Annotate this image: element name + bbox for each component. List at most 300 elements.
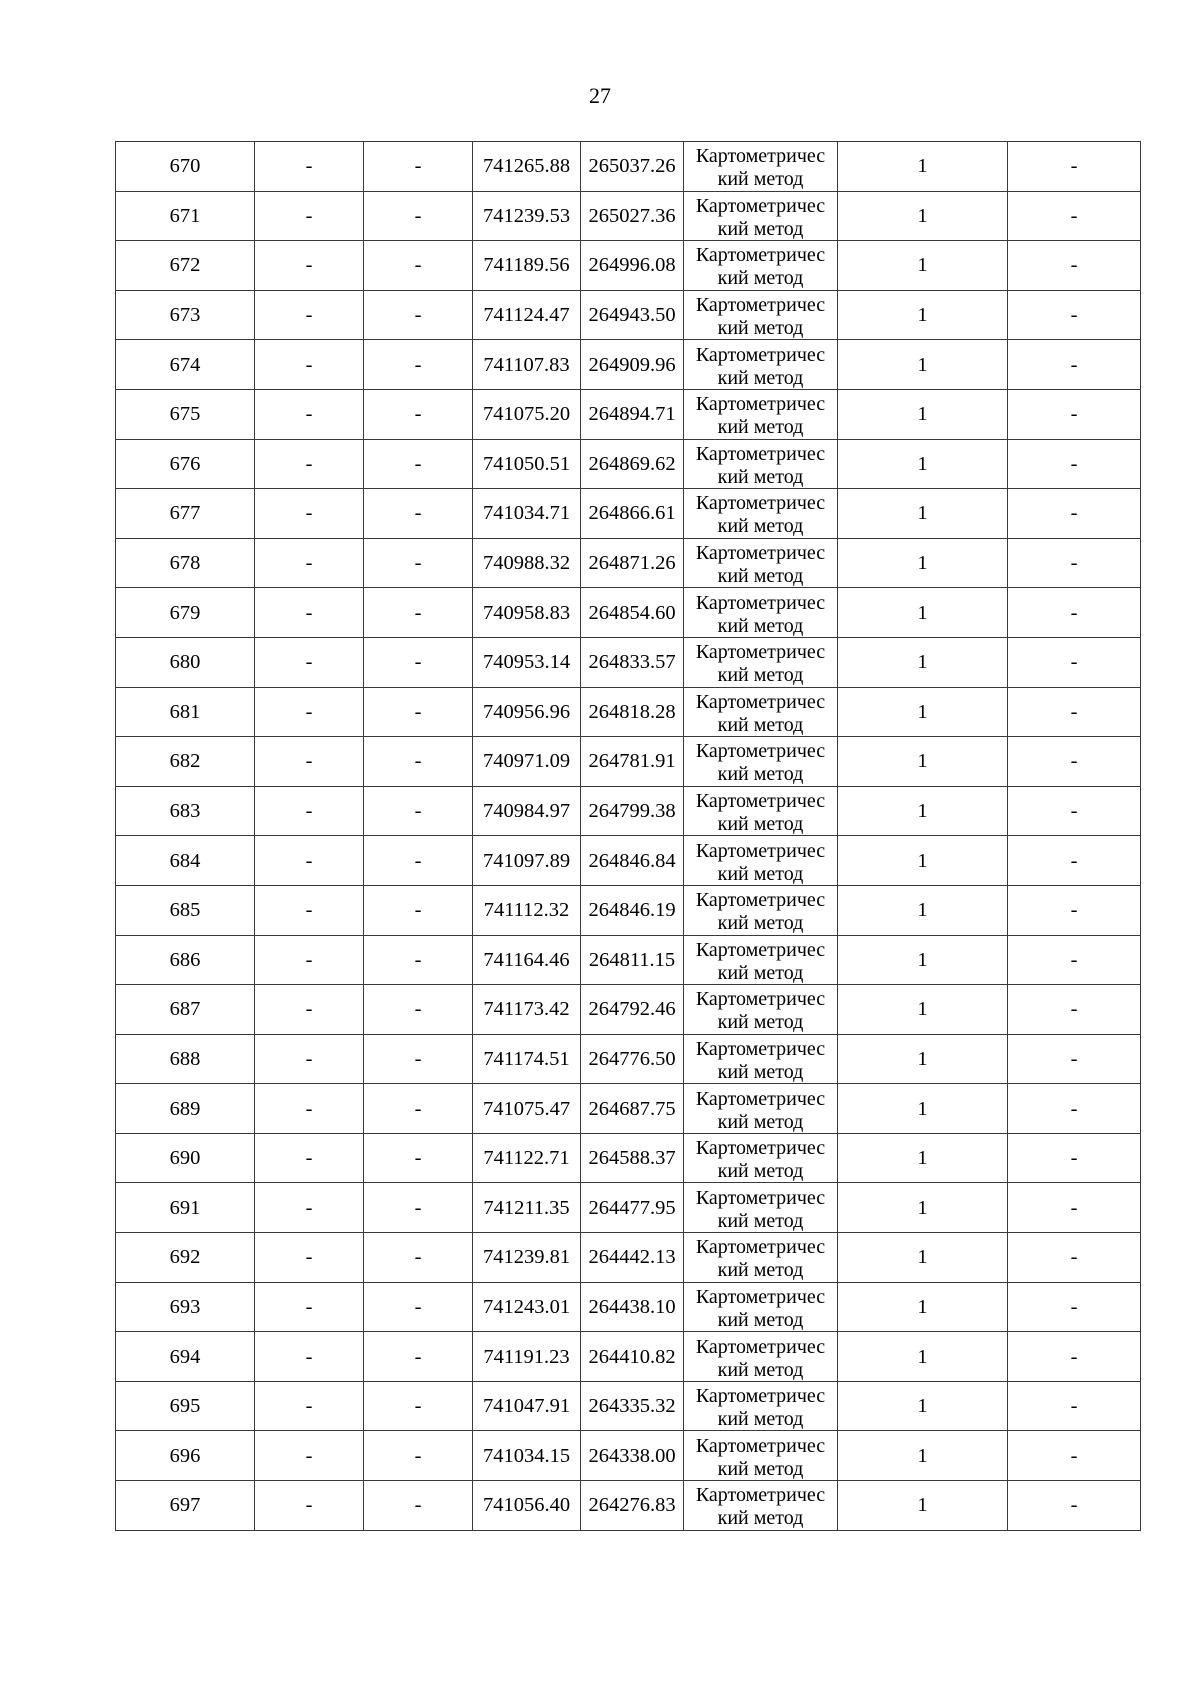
table-row bbox=[116, 1133, 1141, 1183]
method-text-line2: кий метод bbox=[717, 465, 804, 488]
point-number-cell: 689 bbox=[116, 1084, 255, 1134]
dash-cell-col3: - bbox=[364, 1233, 473, 1283]
table-row bbox=[116, 637, 1141, 687]
accuracy-cell: 1 bbox=[838, 836, 1008, 886]
dash-cell-col2: - bbox=[255, 637, 364, 687]
accuracy-cell: 1 bbox=[838, 538, 1008, 588]
method-text-line2: кий метод bbox=[717, 1160, 804, 1183]
table-row bbox=[116, 389, 1141, 439]
dash-cell-col8: - bbox=[1008, 985, 1141, 1035]
dash-cell-col3: - bbox=[364, 340, 473, 390]
dash-cell-col2: - bbox=[255, 588, 364, 638]
accuracy-cell: 1 bbox=[838, 489, 1008, 539]
dash-cell-col3: - bbox=[364, 836, 473, 886]
point-number-cell: 691 bbox=[116, 1183, 255, 1233]
method-cell bbox=[684, 1332, 838, 1382]
table-row bbox=[116, 786, 1141, 836]
dash-cell-col3: - bbox=[364, 1282, 473, 1332]
method-cell bbox=[684, 142, 838, 192]
dash-cell-col8: - bbox=[1008, 439, 1141, 489]
table-row bbox=[116, 489, 1141, 539]
accuracy-cell: 1 bbox=[838, 687, 1008, 737]
method-text-line1: Картометричес bbox=[695, 790, 826, 813]
x-coordinate-cell: 741034.71 bbox=[473, 489, 581, 539]
dash-cell-col2: - bbox=[255, 290, 364, 340]
table-row bbox=[116, 1282, 1141, 1332]
method-cell bbox=[684, 1431, 838, 1481]
y-coordinate-cell: 264833.57 bbox=[581, 637, 684, 687]
method-text-line2: кий метод bbox=[717, 1457, 804, 1480]
accuracy-cell: 1 bbox=[838, 588, 1008, 638]
accuracy-cell: 1 bbox=[838, 241, 1008, 291]
method-text-line2: кий метод bbox=[717, 416, 804, 439]
table-row bbox=[116, 1431, 1141, 1481]
method-text-line2: кий метод bbox=[717, 1209, 804, 1232]
method-text-line2: кий метод bbox=[717, 664, 804, 687]
dash-cell-col8: - bbox=[1008, 737, 1141, 787]
method-text-line2: кий метод bbox=[717, 267, 804, 290]
dash-cell-col2: - bbox=[255, 1233, 364, 1283]
method-text-line1: Картометричес bbox=[695, 740, 826, 763]
dash-cell-col8: - bbox=[1008, 340, 1141, 390]
table-row bbox=[116, 241, 1141, 291]
dash-cell-col8: - bbox=[1008, 588, 1141, 638]
table-row bbox=[116, 1481, 1141, 1531]
dash-cell-col2: - bbox=[255, 1381, 364, 1431]
table-row bbox=[116, 439, 1141, 489]
x-coordinate-cell: 741047.91 bbox=[473, 1381, 581, 1431]
method-cell bbox=[684, 985, 838, 1035]
accuracy-cell: 1 bbox=[838, 439, 1008, 489]
dash-cell-col2: - bbox=[255, 439, 364, 489]
dash-cell-col3: - bbox=[364, 687, 473, 737]
y-coordinate-cell: 264338.00 bbox=[581, 1431, 684, 1481]
dash-cell-col8: - bbox=[1008, 935, 1141, 985]
method-cell bbox=[684, 687, 838, 737]
dash-cell-col2: - bbox=[255, 1133, 364, 1183]
method-text-line1: Картометричес bbox=[695, 1385, 826, 1408]
table-row bbox=[116, 142, 1141, 192]
y-coordinate-cell: 264781.91 bbox=[581, 737, 684, 787]
dash-cell-col8: - bbox=[1008, 290, 1141, 340]
method-text-line1: Картометричес bbox=[695, 1236, 826, 1259]
dash-cell-col3: - bbox=[364, 1431, 473, 1481]
accuracy-cell: 1 bbox=[838, 191, 1008, 241]
point-number-cell: 671 bbox=[116, 191, 255, 241]
table-row bbox=[116, 588, 1141, 638]
dash-cell-col3: - bbox=[364, 1381, 473, 1431]
method-text-line1: Картометричес bbox=[695, 1087, 826, 1110]
point-number-cell: 676 bbox=[116, 439, 255, 489]
table-row bbox=[116, 1233, 1141, 1283]
point-number-cell: 672 bbox=[116, 241, 255, 291]
y-coordinate-cell: 264687.75 bbox=[581, 1084, 684, 1134]
method-text-line2: кий метод bbox=[717, 912, 804, 935]
method-text-line2: кий метод bbox=[717, 1011, 804, 1034]
y-coordinate-cell: 264776.50 bbox=[581, 1034, 684, 1084]
method-cell bbox=[684, 786, 838, 836]
method-text-line2: кий метод bbox=[717, 1408, 804, 1431]
dash-cell-col3: - bbox=[364, 985, 473, 1035]
point-number-cell: 678 bbox=[116, 538, 255, 588]
table-body bbox=[116, 142, 1141, 1531]
x-coordinate-cell: 740984.97 bbox=[473, 786, 581, 836]
dash-cell-col8: - bbox=[1008, 142, 1141, 192]
accuracy-cell: 1 bbox=[838, 290, 1008, 340]
dash-cell-col8: - bbox=[1008, 191, 1141, 241]
x-coordinate-cell: 740956.96 bbox=[473, 687, 581, 737]
accuracy-cell: 1 bbox=[838, 885, 1008, 935]
method-text-line2: кий метод bbox=[717, 317, 804, 340]
method-text-line2: кий метод bbox=[717, 1358, 804, 1381]
dash-cell-col8: - bbox=[1008, 836, 1141, 886]
accuracy-cell: 1 bbox=[838, 737, 1008, 787]
method-text-line1: Картометричес bbox=[695, 591, 826, 614]
x-coordinate-cell: 741112.32 bbox=[473, 885, 581, 935]
method-cell bbox=[684, 1183, 838, 1233]
point-number-cell: 675 bbox=[116, 389, 255, 439]
x-coordinate-cell: 740958.83 bbox=[473, 588, 581, 638]
point-number-cell: 686 bbox=[116, 935, 255, 985]
dash-cell-col8: - bbox=[1008, 637, 1141, 687]
method-text-line1: Картометричес bbox=[695, 343, 826, 366]
method-cell bbox=[684, 538, 838, 588]
point-number-cell: 681 bbox=[116, 687, 255, 737]
dash-cell-col2: - bbox=[255, 1183, 364, 1233]
page-number: 27 bbox=[589, 83, 611, 108]
dash-cell-col8: - bbox=[1008, 1133, 1141, 1183]
point-number-cell: 682 bbox=[116, 737, 255, 787]
method-text-line1: Картометричес bbox=[695, 244, 826, 267]
method-cell bbox=[684, 836, 838, 886]
method-cell bbox=[684, 1233, 838, 1283]
accuracy-cell: 1 bbox=[838, 1332, 1008, 1382]
dash-cell-col3: - bbox=[364, 1332, 473, 1382]
accuracy-cell: 1 bbox=[838, 1233, 1008, 1283]
point-number-cell: 677 bbox=[116, 489, 255, 539]
x-coordinate-cell: 741075.47 bbox=[473, 1084, 581, 1134]
method-text-line2: кий метод bbox=[717, 1308, 804, 1331]
dash-cell-col8: - bbox=[1008, 538, 1141, 588]
dash-cell-col2: - bbox=[255, 1282, 364, 1332]
point-number-cell: 697 bbox=[116, 1481, 255, 1531]
dash-cell-col8: - bbox=[1008, 885, 1141, 935]
point-number-cell: 679 bbox=[116, 588, 255, 638]
dash-cell-col2: - bbox=[255, 191, 364, 241]
x-coordinate-cell: 741122.71 bbox=[473, 1133, 581, 1183]
point-number-cell: 696 bbox=[116, 1431, 255, 1481]
y-coordinate-cell: 264276.83 bbox=[581, 1481, 684, 1531]
method-text-line2: кий метод bbox=[717, 813, 804, 836]
table-row bbox=[116, 935, 1141, 985]
method-text-line2: кий метод bbox=[717, 366, 804, 389]
method-cell bbox=[684, 191, 838, 241]
dash-cell-col3: - bbox=[364, 1183, 473, 1233]
method-cell bbox=[684, 1034, 838, 1084]
method-text-line2: кий метод bbox=[717, 168, 804, 191]
dash-cell-col8: - bbox=[1008, 1282, 1141, 1332]
dash-cell-col8: - bbox=[1008, 1084, 1141, 1134]
y-coordinate-cell: 264943.50 bbox=[581, 290, 684, 340]
point-number-cell: 683 bbox=[116, 786, 255, 836]
x-coordinate-cell: 741164.46 bbox=[473, 935, 581, 985]
table-row bbox=[116, 737, 1141, 787]
dash-cell-col2: - bbox=[255, 687, 364, 737]
y-coordinate-cell: 264866.61 bbox=[581, 489, 684, 539]
method-cell bbox=[684, 241, 838, 291]
x-coordinate-cell: 741050.51 bbox=[473, 439, 581, 489]
x-coordinate-cell: 741211.35 bbox=[473, 1183, 581, 1233]
method-text-line2: кий метод bbox=[717, 217, 804, 240]
point-number-cell: 684 bbox=[116, 836, 255, 886]
x-coordinate-cell: 741075.20 bbox=[473, 389, 581, 439]
x-coordinate-cell: 741056.40 bbox=[473, 1481, 581, 1531]
table-row bbox=[116, 836, 1141, 886]
method-text-line1: Картометричес bbox=[695, 839, 826, 862]
dash-cell-col2: - bbox=[255, 1431, 364, 1481]
accuracy-cell: 1 bbox=[838, 142, 1008, 192]
method-text-line2: кий метод bbox=[717, 515, 804, 538]
x-coordinate-cell: 741034.15 bbox=[473, 1431, 581, 1481]
accuracy-cell: 1 bbox=[838, 935, 1008, 985]
method-text-line1: Картометричес bbox=[695, 542, 826, 565]
method-text-line1: Картометричес bbox=[695, 492, 826, 515]
x-coordinate-cell: 741239.53 bbox=[473, 191, 581, 241]
x-coordinate-cell: 741097.89 bbox=[473, 836, 581, 886]
dash-cell-col2: - bbox=[255, 489, 364, 539]
y-coordinate-cell: 264442.13 bbox=[581, 1233, 684, 1283]
x-coordinate-cell: 740971.09 bbox=[473, 737, 581, 787]
table-row bbox=[116, 1183, 1141, 1233]
y-coordinate-cell: 264909.96 bbox=[581, 340, 684, 390]
table-row bbox=[116, 340, 1141, 390]
accuracy-cell: 1 bbox=[838, 1183, 1008, 1233]
method-cell bbox=[684, 340, 838, 390]
dash-cell-col8: - bbox=[1008, 687, 1141, 737]
y-coordinate-cell: 264477.95 bbox=[581, 1183, 684, 1233]
point-number-cell: 670 bbox=[116, 142, 255, 192]
method-text-line2: кий метод bbox=[717, 1060, 804, 1083]
method-text-line2: кий метод bbox=[717, 763, 804, 786]
x-coordinate-cell: 740988.32 bbox=[473, 538, 581, 588]
point-number-cell: 687 bbox=[116, 985, 255, 1035]
method-cell bbox=[684, 1282, 838, 1332]
point-number-cell: 690 bbox=[116, 1133, 255, 1183]
method-cell bbox=[684, 1133, 838, 1183]
y-coordinate-cell: 264811.15 bbox=[581, 935, 684, 985]
method-text-line2: кий метод bbox=[717, 862, 804, 885]
x-coordinate-cell: 741191.23 bbox=[473, 1332, 581, 1382]
dash-cell-col3: - bbox=[364, 489, 473, 539]
point-number-cell: 693 bbox=[116, 1282, 255, 1332]
dash-cell-col2: - bbox=[255, 142, 364, 192]
method-text-line1: Картометричес bbox=[695, 641, 826, 664]
y-coordinate-cell: 264335.32 bbox=[581, 1381, 684, 1431]
accuracy-cell: 1 bbox=[838, 1034, 1008, 1084]
dash-cell-col3: - bbox=[364, 439, 473, 489]
x-coordinate-cell: 741239.81 bbox=[473, 1233, 581, 1283]
x-coordinate-cell: 741243.01 bbox=[473, 1282, 581, 1332]
dash-cell-col2: - bbox=[255, 786, 364, 836]
y-coordinate-cell: 264871.26 bbox=[581, 538, 684, 588]
dash-cell-col2: - bbox=[255, 985, 364, 1035]
accuracy-cell: 1 bbox=[838, 1431, 1008, 1481]
accuracy-cell: 1 bbox=[838, 786, 1008, 836]
x-coordinate-cell: 741173.42 bbox=[473, 985, 581, 1035]
method-cell bbox=[684, 935, 838, 985]
y-coordinate-cell: 264799.38 bbox=[581, 786, 684, 836]
method-text-line2: кий метод bbox=[717, 713, 804, 736]
dash-cell-col3: - bbox=[364, 389, 473, 439]
method-text-line1: Картометричес bbox=[695, 1434, 826, 1457]
method-cell bbox=[684, 737, 838, 787]
method-cell bbox=[684, 885, 838, 935]
point-number-cell: 695 bbox=[116, 1381, 255, 1431]
y-coordinate-cell: 264588.37 bbox=[581, 1133, 684, 1183]
method-cell bbox=[684, 637, 838, 687]
method-text-line1: Картометричес bbox=[695, 690, 826, 713]
table-row bbox=[116, 290, 1141, 340]
point-number-cell: 680 bbox=[116, 637, 255, 687]
y-coordinate-cell: 264438.10 bbox=[581, 1282, 684, 1332]
method-text-line1: Картометричес bbox=[695, 393, 826, 416]
y-coordinate-cell: 264410.82 bbox=[581, 1332, 684, 1382]
method-text-line1: Картометричес bbox=[695, 1137, 826, 1160]
method-text-line1: Картометричес bbox=[695, 442, 826, 465]
dash-cell-col3: - bbox=[364, 241, 473, 291]
dash-cell-col3: - bbox=[364, 737, 473, 787]
y-coordinate-cell: 264996.08 bbox=[581, 241, 684, 291]
dash-cell-col3: - bbox=[364, 1084, 473, 1134]
method-cell bbox=[684, 588, 838, 638]
method-text-line1: Картометричес bbox=[695, 1186, 826, 1209]
coordinates-table bbox=[115, 141, 1141, 1531]
dash-cell-col8: - bbox=[1008, 1183, 1141, 1233]
dash-cell-col2: - bbox=[255, 241, 364, 291]
y-coordinate-cell: 264854.60 bbox=[581, 588, 684, 638]
table-row bbox=[116, 885, 1141, 935]
method-cell bbox=[684, 290, 838, 340]
point-number-cell: 685 bbox=[116, 885, 255, 935]
method-cell bbox=[684, 1381, 838, 1431]
method-cell bbox=[684, 489, 838, 539]
accuracy-cell: 1 bbox=[838, 340, 1008, 390]
accuracy-cell: 1 bbox=[838, 1381, 1008, 1431]
dash-cell-col2: - bbox=[255, 935, 364, 985]
accuracy-cell: 1 bbox=[838, 1084, 1008, 1134]
table-row bbox=[116, 191, 1141, 241]
method-text-line1: Картометричес bbox=[695, 889, 826, 912]
method-cell bbox=[684, 389, 838, 439]
method-text-line1: Картометричес bbox=[695, 194, 826, 217]
table-row bbox=[116, 1084, 1141, 1134]
y-coordinate-cell: 264846.84 bbox=[581, 836, 684, 886]
table-row bbox=[116, 1381, 1141, 1431]
dash-cell-col3: - bbox=[364, 191, 473, 241]
method-text-line2: кий метод bbox=[717, 565, 804, 588]
dash-cell-col8: - bbox=[1008, 1481, 1141, 1531]
x-coordinate-cell: 741189.56 bbox=[473, 241, 581, 291]
accuracy-cell: 1 bbox=[838, 389, 1008, 439]
y-coordinate-cell: 264818.28 bbox=[581, 687, 684, 737]
y-coordinate-cell: 265027.36 bbox=[581, 191, 684, 241]
dash-cell-col3: - bbox=[364, 1481, 473, 1531]
method-cell bbox=[684, 439, 838, 489]
dash-cell-col3: - bbox=[364, 1034, 473, 1084]
dash-cell-col3: - bbox=[364, 637, 473, 687]
y-coordinate-cell: 264792.46 bbox=[581, 985, 684, 1035]
method-text-line1: Картометричес bbox=[695, 1037, 826, 1060]
method-text-line1: Картометричес bbox=[695, 938, 826, 961]
dash-cell-col2: - bbox=[255, 737, 364, 787]
dash-cell-col2: - bbox=[255, 538, 364, 588]
table-row bbox=[116, 1332, 1141, 1382]
dash-cell-col2: - bbox=[255, 1481, 364, 1531]
point-number-cell: 694 bbox=[116, 1332, 255, 1382]
point-number-cell: 673 bbox=[116, 290, 255, 340]
method-cell bbox=[684, 1084, 838, 1134]
x-coordinate-cell: 740953.14 bbox=[473, 637, 581, 687]
y-coordinate-cell: 264894.71 bbox=[581, 389, 684, 439]
dash-cell-col2: - bbox=[255, 340, 364, 390]
dash-cell-col2: - bbox=[255, 885, 364, 935]
dash-cell-col3: - bbox=[364, 786, 473, 836]
dash-cell-col8: - bbox=[1008, 1431, 1141, 1481]
dash-cell-col2: - bbox=[255, 836, 364, 886]
method-text-line2: кий метод bbox=[717, 614, 804, 637]
dash-cell-col8: - bbox=[1008, 1381, 1141, 1431]
dash-cell-col3: - bbox=[364, 290, 473, 340]
accuracy-cell: 1 bbox=[838, 985, 1008, 1035]
method-text-line1: Картометричес bbox=[695, 294, 826, 317]
accuracy-cell: 1 bbox=[838, 1282, 1008, 1332]
y-coordinate-cell: 264869.62 bbox=[581, 439, 684, 489]
dash-cell-col2: - bbox=[255, 1034, 364, 1084]
point-number-cell: 692 bbox=[116, 1233, 255, 1283]
method-text-line1: Картометричес bbox=[695, 1285, 826, 1308]
method-cell bbox=[684, 1481, 838, 1531]
table-row bbox=[116, 538, 1141, 588]
method-text-line1: Картометричес bbox=[695, 988, 826, 1011]
dash-cell-col3: - bbox=[364, 538, 473, 588]
table-row bbox=[116, 1034, 1141, 1084]
dash-cell-col8: - bbox=[1008, 1034, 1141, 1084]
method-text-line1: Картометричес bbox=[695, 145, 826, 168]
dash-cell-col3: - bbox=[364, 142, 473, 192]
dash-cell-col2: - bbox=[255, 1084, 364, 1134]
point-number-cell: 688 bbox=[116, 1034, 255, 1084]
table-row bbox=[116, 687, 1141, 737]
dash-cell-col8: - bbox=[1008, 241, 1141, 291]
table-row bbox=[116, 985, 1141, 1035]
accuracy-cell: 1 bbox=[838, 1481, 1008, 1531]
y-coordinate-cell: 265037.26 bbox=[581, 142, 684, 192]
dash-cell-col3: - bbox=[364, 1133, 473, 1183]
x-coordinate-cell: 741124.47 bbox=[473, 290, 581, 340]
method-text-line2: кий метод bbox=[717, 1507, 804, 1530]
x-coordinate-cell: 741174.51 bbox=[473, 1034, 581, 1084]
method-text-line1: Картометричес bbox=[695, 1484, 826, 1507]
dash-cell-col8: - bbox=[1008, 1332, 1141, 1382]
method-text-line1: Картометричес bbox=[695, 1335, 826, 1358]
point-number-cell: 674 bbox=[116, 340, 255, 390]
dash-cell-col3: - bbox=[364, 885, 473, 935]
x-coordinate-cell: 741265.88 bbox=[473, 142, 581, 192]
dash-cell-col8: - bbox=[1008, 1233, 1141, 1283]
accuracy-cell: 1 bbox=[838, 1133, 1008, 1183]
dash-cell-col8: - bbox=[1008, 786, 1141, 836]
dash-cell-col2: - bbox=[255, 389, 364, 439]
